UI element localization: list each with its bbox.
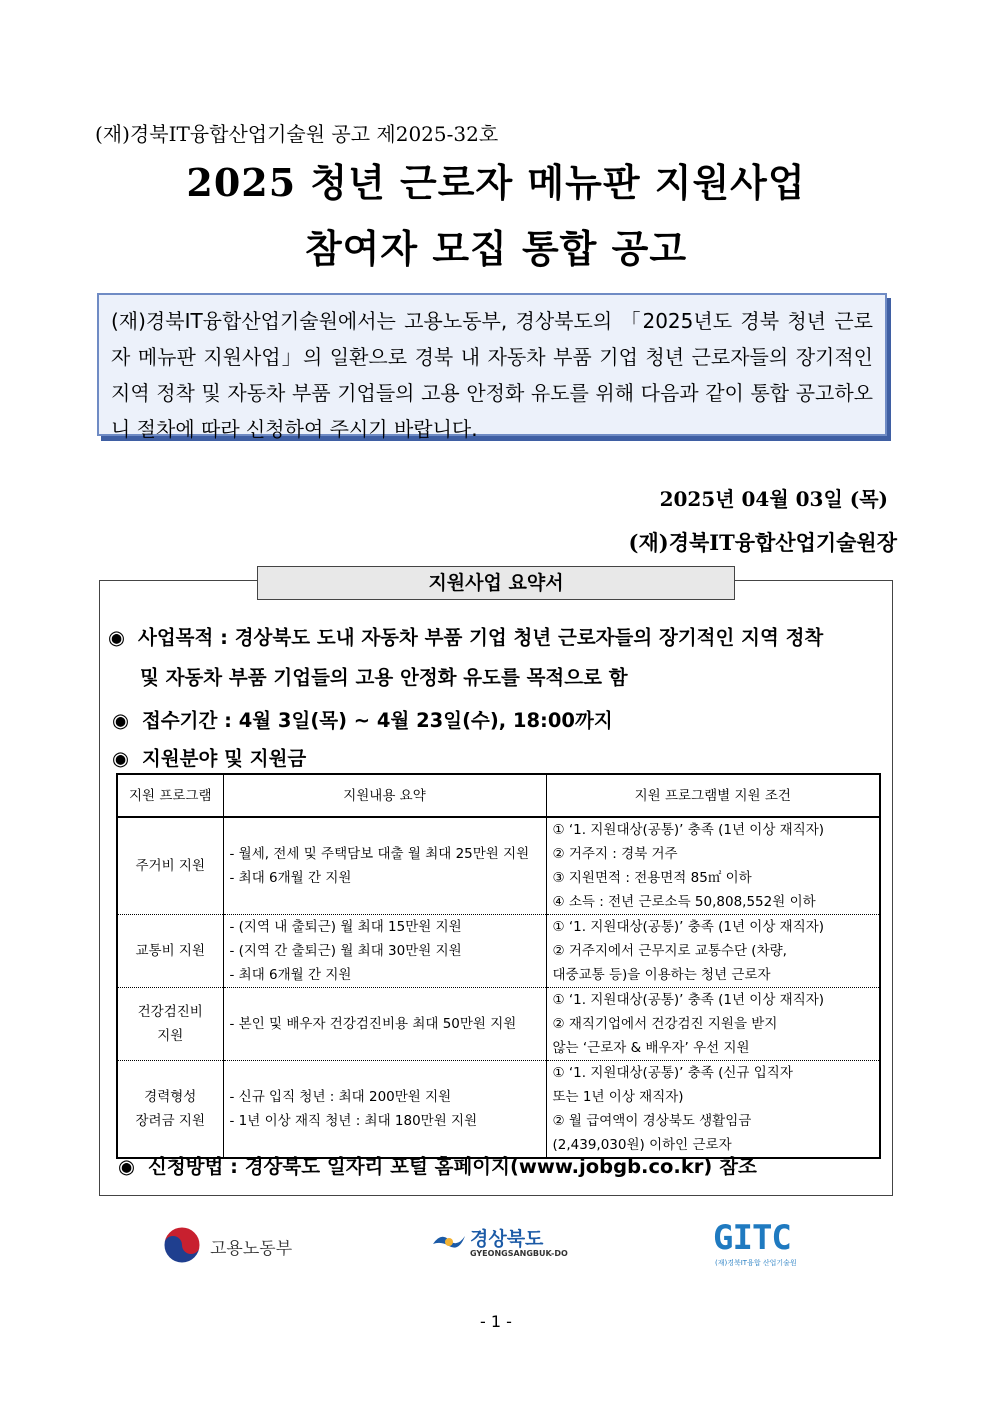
bullet-icon: ◉ <box>112 709 130 732</box>
content-cell <box>223 1061 546 1159</box>
fields-item <box>112 743 306 771</box>
conditions-line: 또는 1년 이상 재직자) <box>552 1089 684 1105</box>
intro-paragraph: (재)경북IT융합산업기술원에서는 고용노동부, 경상북도의 「2025년도 경북 청년 근로자 메뉴판 지원사업」의 일환으로 경북 내 자동차 부품 기업 청년 근로자들의 장기적인 지역 정착 및 자동차 부품 기업들의 고용 안정화 유도를 위해 다음과 같이 통합 공고하오니 절차에 따라 신청하여 주시기 바랍니다. <box>97 293 887 436</box>
conditions-line: ④ 소득 : 전년 근로소득 50,808,552원 이하 <box>552 894 816 910</box>
conditions-line: ② 재직기업에서 건강검진 지원을 받지 <box>552 1016 778 1032</box>
content-line: - 신규 입직 청년 : 최대 200만원 지원 <box>229 1089 452 1105</box>
conditions-line: 대중교통 등)을 이용하는 청년 근로자 <box>552 967 771 983</box>
program-line: 건강검진비 <box>137 1004 203 1020</box>
program-cell <box>117 817 223 915</box>
conditions-line: ① ‘1. 지원대상(공통)’ 충족 (1년 이상 재직자) <box>552 822 825 838</box>
program-cell <box>117 988 223 1061</box>
gitc-logo <box>713 1218 813 1268</box>
purpose-text: 사업목적 : 경상북도 도내 자동차 부품 기업 청년 근로자들의 장기적인 지역 정착 <box>138 626 824 649</box>
conditions-line: ② 거주지 : 경북 거주 <box>552 846 678 862</box>
period-item <box>112 705 613 733</box>
table-row <box>117 915 880 988</box>
fields-text: 지원분야 및 지원금 <box>142 747 307 770</box>
conditions-line: 않는 ‘근로자 & 배우자’ 우선 지원 <box>552 1040 750 1056</box>
notice-date: 2025년 04월 03일 (목) <box>659 487 888 511</box>
notice-subtitle: 참여자 모집 통합 공고 <box>304 226 688 271</box>
summary-heading: 지원사업 요약서 <box>257 566 735 600</box>
program-line: 장려금 지원 <box>135 1113 205 1129</box>
conditions-line: ① ‘1. 지원대상(공통)’ 충족 (1년 이상 재직자) <box>552 919 825 935</box>
method-item <box>118 1151 757 1179</box>
support-table <box>116 773 881 1159</box>
page-number: - 1 - <box>480 1312 512 1331</box>
program-line: 지원 <box>157 1028 184 1044</box>
purpose-text-continued: 및 자동차 부품 기업들의 고용 안정화 유도를 목적으로 함 <box>140 666 628 689</box>
conditions-line: ① ‘1. 지원대상(공통)’ 충족 (신규 입직자 <box>552 1065 793 1081</box>
program-line: 교통비 지원 <box>135 943 205 959</box>
purpose-item <box>108 622 823 650</box>
gyeongbuk-name-en: GYEONGSANGBUK-DO <box>470 1249 568 1258</box>
bullet-icon: ◉ <box>118 1155 136 1178</box>
table-row <box>117 988 880 1061</box>
content-cell <box>223 817 546 915</box>
bullet-icon: ◉ <box>108 626 126 649</box>
gyeongbuk-emblem-icon <box>432 1230 466 1254</box>
content-line: - (지역 내 출퇴근) 월 최대 15만원 지원 <box>229 919 462 935</box>
period-text: 접수기간 : 4월 3일(목) ~ 4월 23일(수), 18:00까지 <box>142 709 613 732</box>
content-cell <box>223 988 546 1061</box>
conditions-line: ② 월 급여액이 경상북도 생활임금 <box>552 1113 752 1129</box>
conditions-cell <box>546 817 880 915</box>
issuer-name: (재)경북IT융합산업기술원장 <box>628 530 897 555</box>
table-header-row <box>117 774 880 817</box>
bullet-icon: ◉ <box>112 747 130 770</box>
gyeongbuk-logo <box>432 1222 572 1268</box>
gitc-wordmark: GITC <box>713 1218 791 1258</box>
conditions-cell <box>546 988 880 1061</box>
method-text: 신청방법 : 경상북도 일자리 포털 홈페이지(www.jobgb.co.kr) 참조 <box>148 1155 757 1178</box>
content-line: - 본인 및 배우자 건강검진비용 최대 50만원 지원 <box>229 1016 517 1032</box>
content-line: - 1년 이상 재직 청년 : 최대 180만원 지원 <box>229 1113 478 1129</box>
conditions-cell <box>546 1061 880 1159</box>
gitc-subtitle: (재)경북IT융합 산업기술원 <box>715 1259 797 1267</box>
gyeongbuk-name: 경상북도 <box>470 1228 544 1250</box>
table-row <box>117 817 880 915</box>
conditions-line: ① ‘1. 지원대상(공통)’ 충족 (1년 이상 재직자) <box>552 992 825 1008</box>
content-line: - (지역 간 출퇴근) 월 최대 30만원 지원 <box>229 943 462 959</box>
content-line: - 최대 6개월 간 지원 <box>229 870 352 886</box>
notice-title: 2025 청년 근로자 메뉴판 지원사업 <box>186 160 806 205</box>
moel-name: 고용노동부 <box>210 1239 293 1259</box>
program-cell <box>117 915 223 988</box>
conditions-line: (2,439,030원) 이하인 근로자 <box>552 1137 732 1153</box>
program-line: 주거비 지원 <box>135 858 205 874</box>
program-cell <box>117 1061 223 1159</box>
table-header: 지원 프로그램 <box>117 774 223 817</box>
content-cell <box>223 915 546 988</box>
conditions-line: ③ 지원면적 : 전용면적 85㎡ 이하 <box>552 870 752 886</box>
conditions-line: ② 거주지에서 근무지로 교통수단 (차량, <box>552 943 787 959</box>
conditions-cell <box>546 915 880 988</box>
program-line: 경력형성 <box>144 1089 197 1105</box>
moel-logo <box>162 1222 302 1268</box>
content-line: - 최대 6개월 간 지원 <box>229 967 352 983</box>
notice-number: (재)경북IT융합산업기술원 공고 제2025-32호 <box>95 122 499 146</box>
table-header: 지원내용 요약 <box>223 774 546 817</box>
taegeuk-icon <box>162 1225 202 1265</box>
table-header: 지원 프로그램별 지원 조건 <box>546 774 880 817</box>
table-row <box>117 1061 880 1159</box>
table-body <box>117 817 880 1158</box>
content-line: - 월세, 전세 및 주택담보 대출 월 최대 25만원 지원 <box>229 846 530 862</box>
